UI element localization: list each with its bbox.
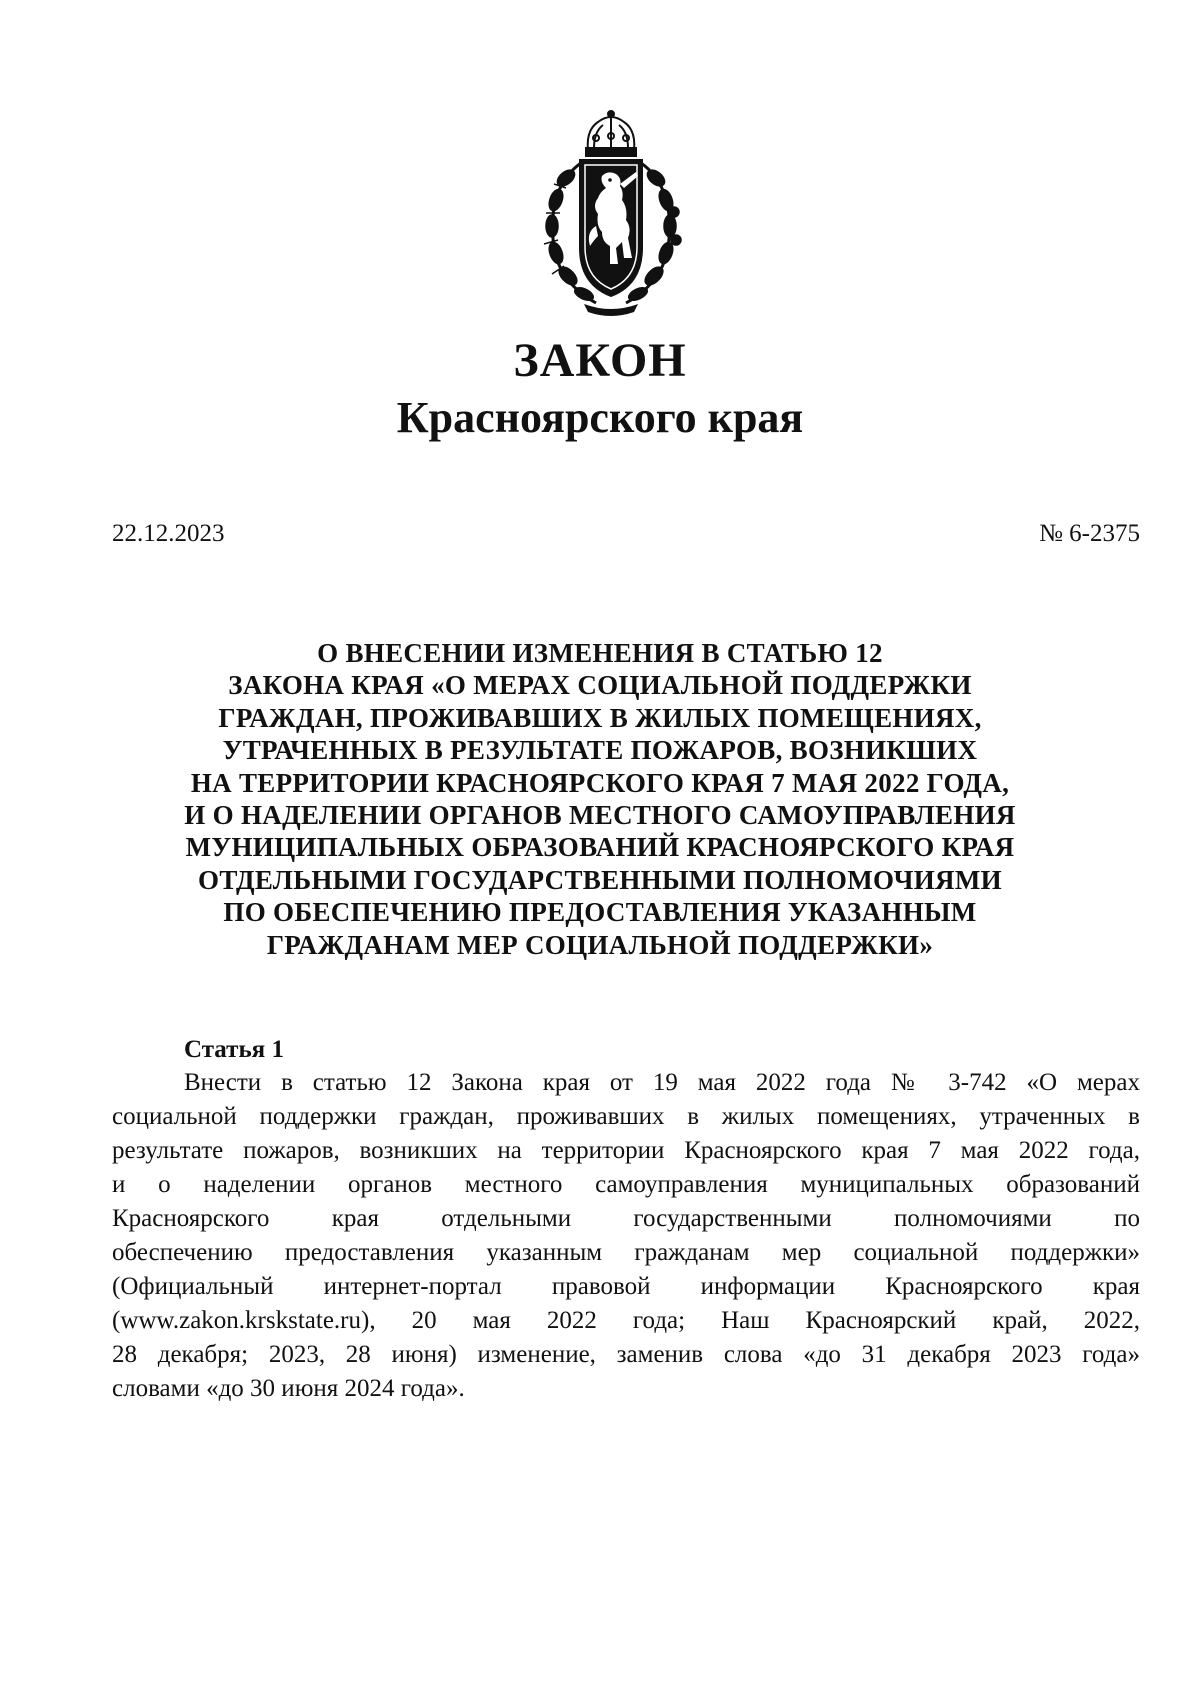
ribbon-icon xyxy=(584,304,638,316)
law-heading-line: НА ТЕРРИТОРИИ КРАСНОЯРСКОГО КРАЯ 7 МАЯ 2022 ГОДА, xyxy=(190,767,1010,798)
article-body xyxy=(112,1066,1140,1406)
document-number: № 6-2375 xyxy=(1039,520,1140,547)
law-heading xyxy=(120,637,1080,961)
law-heading-line: ГРАЖДАНАМ МЕР СОЦИАЛЬНОЙ ПОДДЕРЖКИ» xyxy=(266,929,934,960)
article-line: обеспечению предоставления указанным гражданам мер социальной поддержки» xyxy=(112,1239,1140,1266)
article-line: словами «до 30 июня 2024 года». xyxy=(112,1375,465,1402)
article-title: Статья 1 xyxy=(184,1036,284,1063)
crown-icon xyxy=(586,111,636,156)
article-line: Внести в статью 12 Закона края от 19 мая 2022 года № 3-742 «О мерах xyxy=(184,1069,1140,1096)
document-date: 22.12.2023 xyxy=(112,520,225,547)
law-heading-line: ПО ОБЕСПЕЧЕНИЮ ПРЕДОСТАВЛЕНИЯ УКАЗАННЫМ xyxy=(223,897,977,928)
article-line: и о наделении органов местного самоуправления муниципальных образований xyxy=(112,1171,1140,1198)
document-subtitle: Красноярского края xyxy=(396,393,804,442)
shield-icon xyxy=(580,160,642,296)
article-line: Красноярского края отдельными государственными полномочиями по xyxy=(112,1205,1140,1232)
article-line: 28 декабря; 2023, 28 июня) изменение, заменив слова «до 31 декабря 2023 года» xyxy=(112,1341,1140,1368)
coat-of-arms-icon xyxy=(536,108,686,318)
article-line: результате пожаров, возникших на территории Красноярского края 7 мая 2022 года, xyxy=(112,1137,1140,1164)
article-line: социальной поддержки граждан, проживавших в жилых помещениях, утраченных в xyxy=(112,1103,1140,1130)
law-heading-line: ЗАКОНА КРАЯ «О МЕРАХ СОЦИАЛЬНОЙ ПОДДЕРЖКИ xyxy=(228,670,972,701)
law-heading-line: И О НАДЕЛЕНИИ ОРГАНОВ МЕСТНОГО САМОУПРАВЛЕНИЯ xyxy=(184,800,1016,831)
law-heading-line: ОТДЕЛЬНЫМИ ГОСУДАРСТВЕННЫМИ ПОЛНОМОЧИЯМИ xyxy=(198,864,1002,895)
law-heading-line: МУНИЦИПАЛЬНЫХ ОБРАЗОВАНИЙ КРАСНОЯРСКОГО КРАЯ xyxy=(185,832,1015,863)
law-heading-line: ГРАЖДАН, ПРОЖИВАВШИХ В ЖИЛЫХ ПОМЕЩЕНИЯХ, xyxy=(218,702,982,733)
article-line: (www.zakon.krskstate.ru), 20 мая 2022 года; Наш Красноярский край, 2022, xyxy=(112,1307,1140,1334)
law-heading-line: О ВНЕСЕНИИ ИЗМЕНЕНИЯ В СТАТЬЮ 12 xyxy=(317,638,883,668)
law-heading-line: УТРАЧЕННЫХ В РЕЗУЛЬТАТЕ ПОЖАРОВ, ВОЗНИКШИХ xyxy=(222,735,978,766)
article-line: (Официальный интернет-портал правовой информации Красноярского края xyxy=(112,1273,1140,1300)
document-title: ЗАКОН xyxy=(513,334,687,387)
